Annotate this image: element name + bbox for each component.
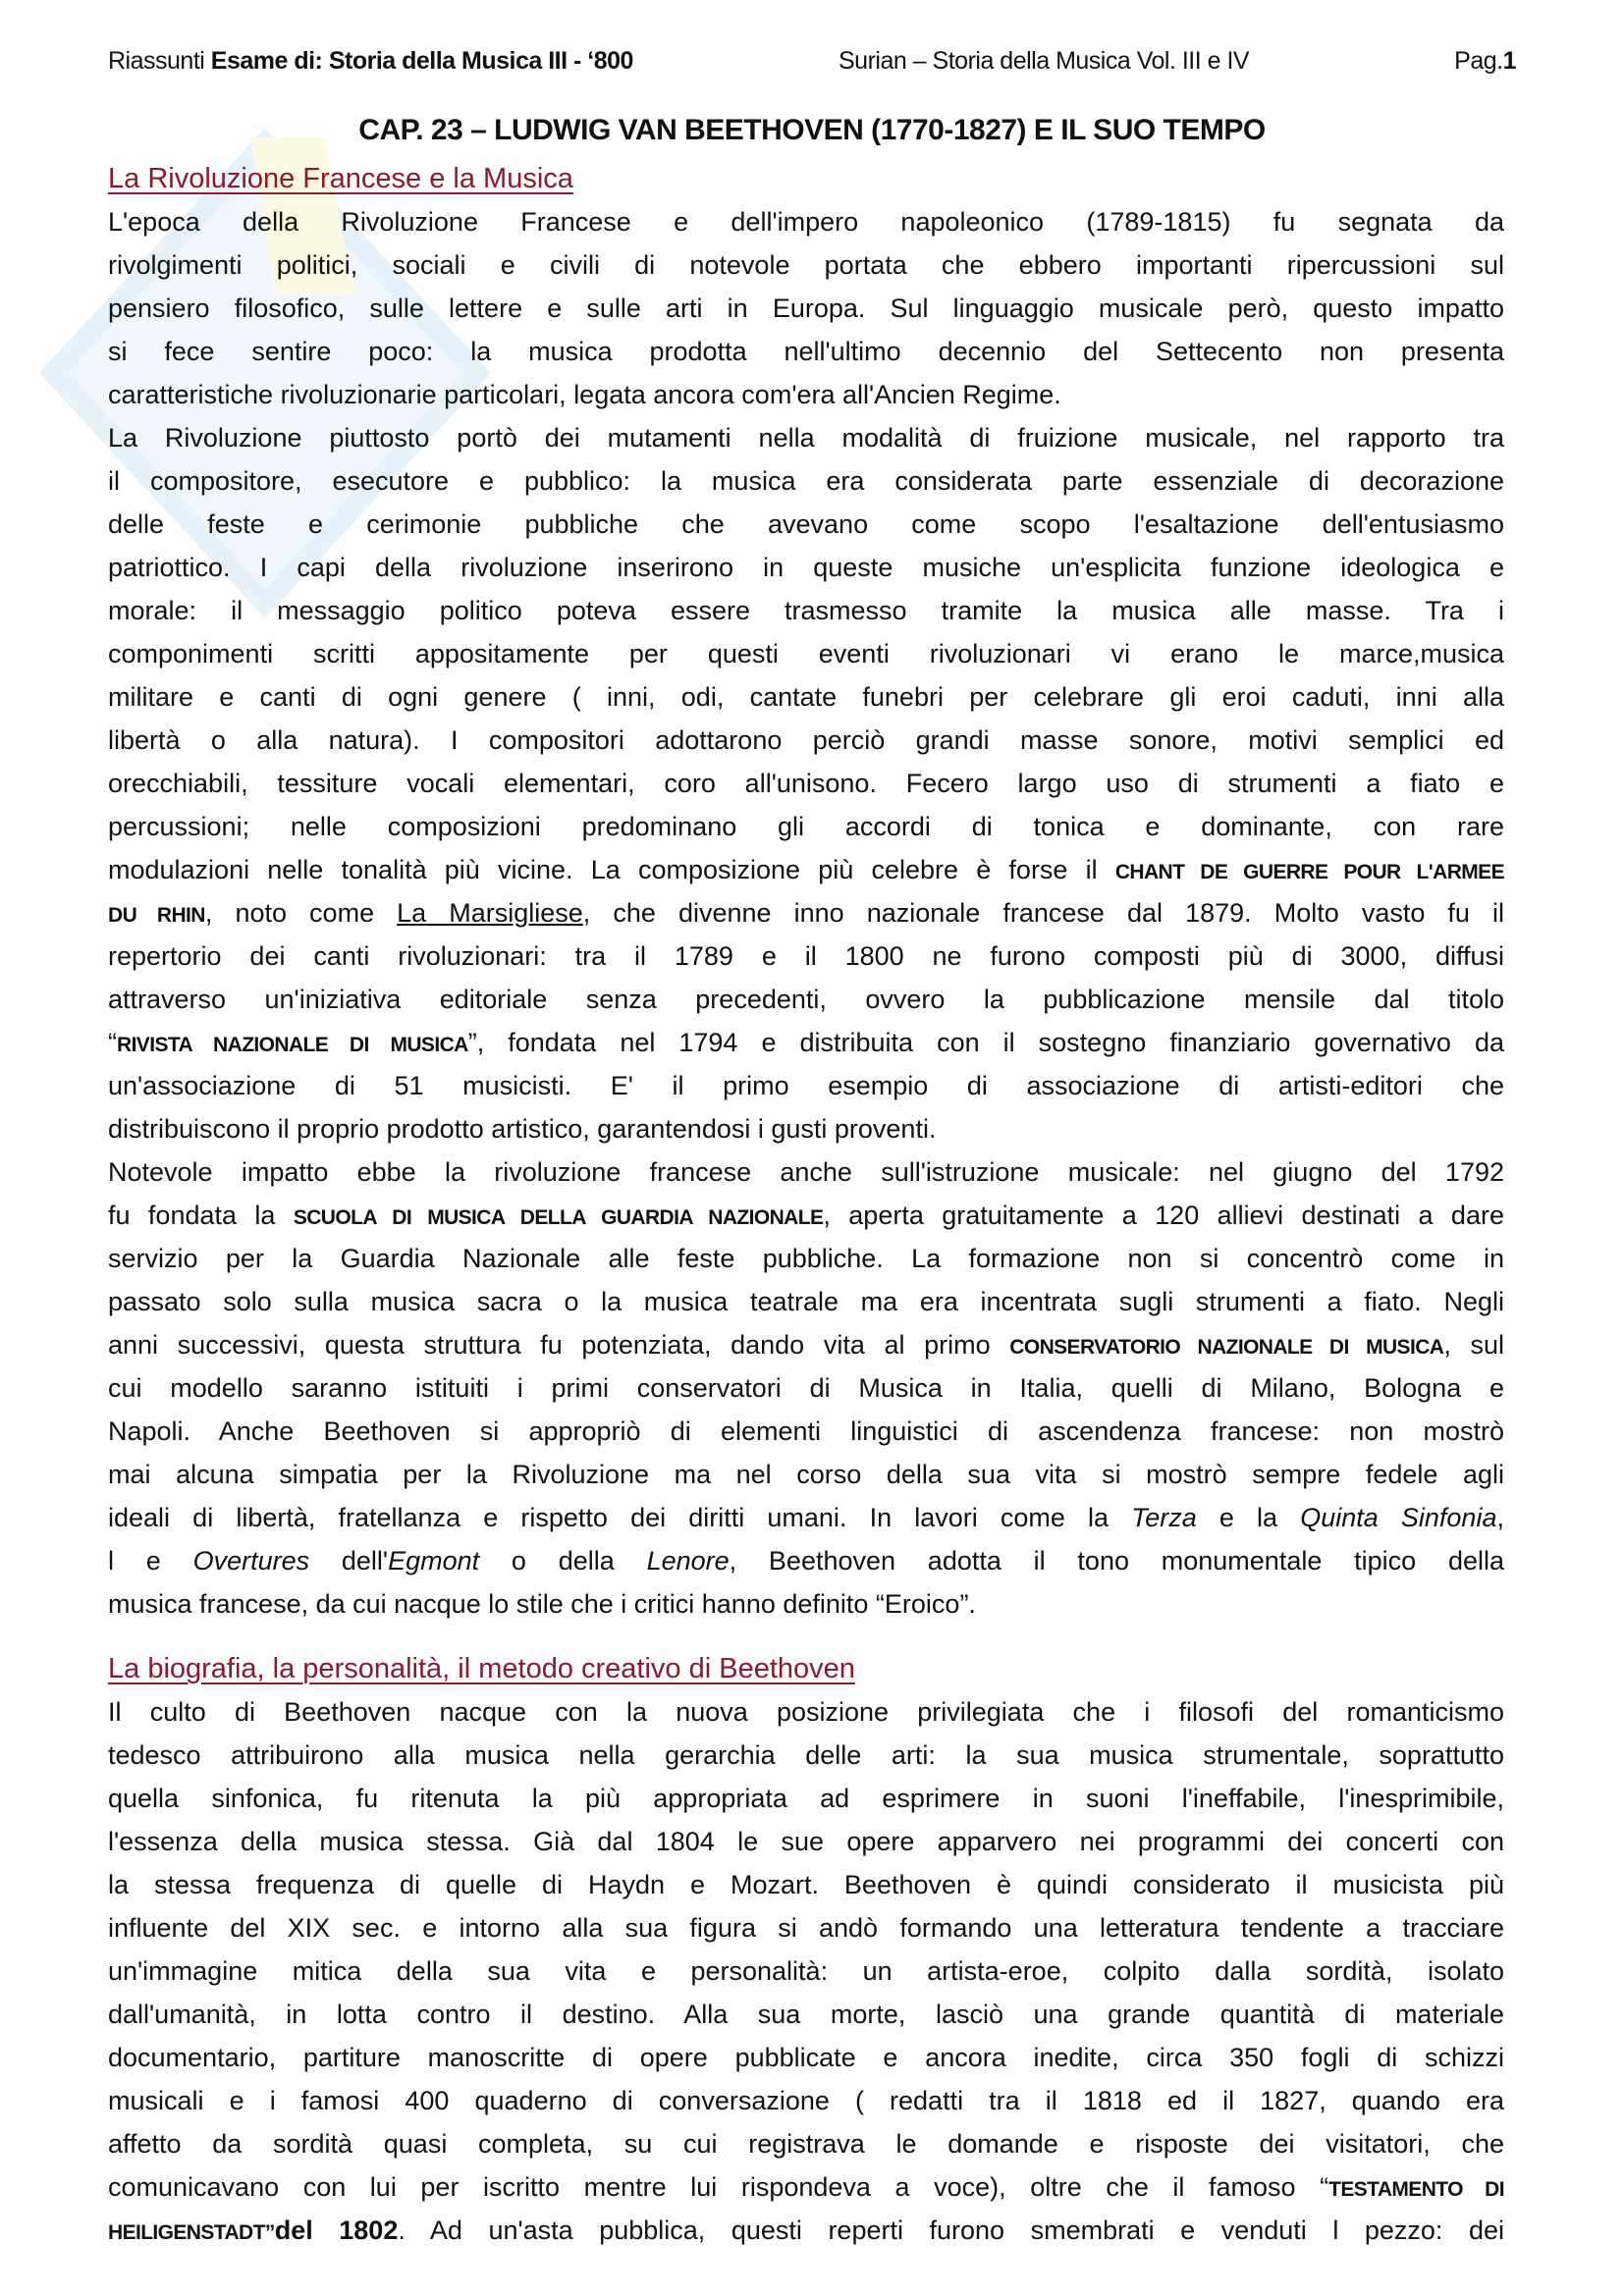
text-run: , sul: [1443, 1330, 1504, 1360]
text-run: componimenti scritti appositamente per questi eventi rivoluzionari vi erano le marce,musica: [108, 639, 1504, 668]
text-line: [108, 2079, 1504, 2122]
text-run: distribuiscono il proprio prodotto artistico, garantendosi i gusti proventi.: [108, 1114, 937, 1144]
text-line: [108, 1021, 1504, 1064]
paragraph: [108, 416, 1504, 1150]
text-line: [108, 459, 1504, 503]
text-line: [108, 1582, 1504, 1626]
text-line: [108, 1496, 1504, 1539]
text-line: [108, 330, 1504, 373]
text-line: [108, 373, 1504, 416]
text-run: libertà o alla natura). I compositori adottarono perciò grandi masse sonore, motivi semplici ed: [108, 725, 1504, 755]
text-line: [108, 1539, 1504, 1582]
text-line: [108, 1237, 1504, 1280]
text-line: [108, 546, 1504, 589]
text-run: delle feste e cerimonie pubbliche che avevano come scopo l'esaltazione dell'entusiasmo: [108, 509, 1504, 539]
text-run: un'immagine mitica della sua vita e personalità: un artista-eroe, colpito dalla sordità, isolato: [108, 1956, 1504, 1986]
text-run: mai alcuna simpatia per la Rivoluzione ma nel corso della sua vita si mostrò sempre fedele agli: [108, 1460, 1504, 1489]
page-label: Pag.: [1454, 47, 1503, 75]
text-run: l e: [108, 1546, 193, 1575]
text-run: La Rivoluzione piuttosto portò dei mutamenti nella modalità di fruizione musicale, nel rapporto tra: [108, 423, 1504, 453]
text-run: musica francese, da cui nacque lo stile che i critici hanno definito “Eroico”.: [108, 1589, 976, 1619]
text-run: ideali di libertà, fratellanza e rispetto dei diritti umani. In lavori come la: [108, 1503, 1132, 1532]
emphasized-title: HEILIGENSTADT”: [108, 2221, 275, 2244]
section-heading: La biografia, la personalità, il metodo creativo di Beethoven: [108, 1653, 855, 1684]
text-run: , noto come: [204, 898, 398, 928]
text-run: dall'umanità, in lotta contro il destino. Alla sua morte, lasciò una grande quantità di materiale: [108, 2000, 1504, 2029]
text-line: [108, 1453, 1504, 1496]
text-run: militare e canti di ogni genere ( inni, odi, cantate funebri per celebrare gli eroi caduti, inni alla: [108, 682, 1504, 712]
text-run: morale: il messaggio politico poteva essere trasmesso tramite la musica alle masse. Tra i: [108, 596, 1504, 625]
text-line: [108, 287, 1504, 330]
section-heading: La Rivoluzione Francese e la Musica: [108, 163, 573, 194]
text-run: Il culto di Beethoven nacque con la nuova posizione privilegiata che i filosofi del romanticismo: [108, 1697, 1504, 1727]
text-line: [108, 416, 1504, 459]
text-line: [108, 243, 1504, 287]
text-run: , Beethoven adotta il tono monumentale tipico della: [729, 1546, 1504, 1575]
emphasized-title: TESTAMENTO DI: [1328, 2178, 1504, 2201]
text-line: [108, 1107, 1504, 1150]
text-run: fu fondata la: [108, 1201, 294, 1230]
text-run: l'essenza della musica stessa. Già dal 1804 le sue opere apparvero nei programmi dei concerti con: [108, 1827, 1504, 1856]
text-run: musicali e i famosi 400 quaderno di conversazione ( redatti tra il 1818 ed il 1827, quando era: [108, 2086, 1504, 2115]
text-run: ”, fondata nel 1794 e distribuita con il sostegno finanziario governativo da: [467, 1028, 1504, 1057]
text-run: repertorio dei canti rivoluzionari: tra il 1789 e il 1800 ne furono composti più di 3000, diffusi: [108, 941, 1504, 971]
text-line: [108, 848, 1504, 891]
text-line: [108, 632, 1504, 675]
text-run: “: [108, 1028, 117, 1057]
italic-work-title: Egmont: [388, 1546, 480, 1575]
text-run: documentario, partiture manoscritte di opere pubblicate e ancora inedite, circa 350 fogli di schizzi: [108, 2043, 1504, 2072]
text-run: orecchiabili, tessiture vocali elementari, coro all'unisono. Fecero largo uso di strumenti a fiato e: [108, 769, 1504, 798]
text-run: passato solo sulla musica sacra o la musica teatrale ma era incentrata sugli strumenti a fiato. Negli: [108, 1287, 1504, 1316]
text-line: [108, 1280, 1504, 1323]
text-line: [108, 805, 1504, 848]
text-run: , aperta gratuitamente a 120 allievi destinati a dare: [823, 1201, 1504, 1230]
text-run: influente del XIX sec. e intorno alla sua figura si andò formando una letteratura tendente a tracciare: [108, 1913, 1504, 1943]
text-line: [108, 762, 1504, 805]
text-line: [108, 1777, 1504, 1820]
text-run: rivolgimenti politici, sociali e civili di notevole portata che ebbero importanti ripercussioni sul: [108, 250, 1504, 280]
page-header: [108, 47, 1516, 76]
text-run: Napoli. Anche Beethoven si appropriò di elementi linguistici di ascendenza francese: non mostrò: [108, 1416, 1504, 1446]
text-run: servizio per la Guardia Nazionale alle feste pubbliche. La formazione non si concentrò come in: [108, 1244, 1504, 1273]
text-line: [108, 2122, 1504, 2165]
paragraph: [108, 1690, 1504, 2252]
text-line: [108, 1820, 1504, 1863]
chapter-title: CAP. 23 – LUDWIG VAN BEETHOVEN (1770-1827) E IL SUO TEMPO: [358, 114, 1266, 146]
emphasized-title: SCUOLA DI MUSICA DELLA GUARDIA NAZIONALE: [293, 1206, 824, 1229]
text-run: pensiero filosofico, sulle lettere e sulle arti in Europa. Sul linguaggio musicale però, questo impatto: [108, 294, 1504, 323]
underlined-text: La Marsigliese: [397, 898, 583, 928]
header-prefix: Riassunti: [108, 47, 211, 75]
text-line: [108, 2209, 1504, 2252]
header-document-title: [108, 47, 633, 76]
text-line: [108, 1993, 1504, 2036]
italic-work-title: Quinta Sinfonia: [1300, 1503, 1497, 1532]
text-run: cui modello saranno istituiti i primi conservatori di Musica in Italia, quelli di Milano, Bologna e: [108, 1373, 1504, 1403]
text-run: si fece sentire poco: la musica prodotta nell'ultimo decennio del Settecento non presenta: [108, 337, 1504, 366]
italic-work-title: Lenore: [646, 1546, 730, 1575]
text-run: , che divenne inno nazionale francese dal 1879. Molto vasto fu il: [582, 898, 1504, 928]
text-line: [108, 200, 1504, 243]
emphasized-title: RIVISTA NAZIONALE DI MUSICA: [117, 1034, 468, 1056]
document-body: [108, 157, 1504, 2252]
text-run: L'epoca della Rivoluzione Francese e dell'impero napoleonico (1789-1815) fu segnata da: [108, 207, 1504, 237]
text-run: dell': [309, 1546, 389, 1575]
paragraph: [108, 1150, 1504, 1626]
emphasized-title: CHANT DE GUERRE POUR L'ARMEE: [1114, 861, 1504, 883]
text-line: [108, 1690, 1504, 1734]
text-line: [108, 1863, 1504, 1906]
text-run: tedesco attribuirono alla musica nella gerarchia delle arti: la sua musica strumentale, soprattutto: [108, 1740, 1504, 1770]
page-number-value: 1: [1502, 47, 1516, 75]
text-line: [108, 719, 1504, 762]
text-run: quella sinfonica, fu ritenuta la più appropriata ad esprimere in suoni l'ineffabile, l'inesprimibile,: [108, 1784, 1504, 1813]
text-run: un'associazione di 51 musicisti. E' il primo esempio di associazione di artisti-editori che: [108, 1071, 1504, 1100]
text-line: [108, 675, 1504, 719]
header-source: Surian – Storia della Musica Vol. III e IV: [838, 47, 1250, 75]
text-line: [108, 1410, 1504, 1453]
text-run: . Ad un'asta pubblica, questi reperti furono smembrati e venduti l pezzo: dei: [398, 2216, 1504, 2245]
text-run: ,: [1496, 1503, 1504, 1532]
text-line: [108, 978, 1504, 1021]
text-line: [108, 589, 1504, 632]
text-run: affetto da sordità quasi completa, su cui registrava le domande e risposte dei visitatori, che: [108, 2129, 1504, 2159]
text-line: [108, 1150, 1504, 1194]
text-run: il compositore, esecutore e pubblico: la musica era considerata parte essenziale di decorazione: [108, 466, 1504, 496]
text-line: [108, 934, 1504, 978]
text-line: [108, 503, 1504, 546]
emphasized-title: CONSERVATORIO NAZIONALE DI MUSICA: [1009, 1336, 1444, 1359]
bold-text: del 1802: [274, 2216, 399, 2245]
text-line: [108, 1949, 1504, 1993]
text-line: [108, 1323, 1504, 1366]
emphasized-title: DU RHIN: [108, 904, 205, 927]
text-run: e la: [1196, 1503, 1301, 1532]
text-run: attraverso un'iniziativa editoriale senza precedenti, ovvero la pubblicazione mensile dal titolo: [108, 985, 1504, 1014]
text-line: [108, 1734, 1504, 1777]
text-line: [108, 2165, 1504, 2209]
italic-work-title: Terza: [1131, 1503, 1197, 1532]
text-run: anni successivi, questa struttura fu potenziata, dando vita al primo: [108, 1330, 1010, 1360]
text-run: patriottico. I capi della rivoluzione inserirono in queste musiche un'esplicita funzione ideologica e: [108, 553, 1504, 582]
text-line: [108, 2036, 1504, 2079]
text-run: percussioni; nelle composizioni predominano gli accordi di tonica e dominante, con rare: [108, 812, 1504, 841]
text-run: Notevole impatto ebbe la rivoluzione francese anche sull'istruzione musicale: nel giugno del 1792: [108, 1157, 1504, 1187]
text-line: [108, 1906, 1504, 1949]
text-run: o della: [479, 1546, 647, 1575]
text-run: la stessa frequenza di quelle di Haydn e Mozart. Beethoven è quindi considerato il musicista più: [108, 1870, 1504, 1899]
italic-work-title: Overtures: [192, 1546, 310, 1575]
paragraph: [108, 200, 1504, 416]
text-line: [108, 891, 1504, 934]
text-line: [108, 1064, 1504, 1107]
text-run: modulazioni nelle tonalità più vicine. La composizione più celebre è forse il: [108, 855, 1115, 884]
text-run: comunicavano con lui per iscritto mentre lui rispondeva a voce), oltre che il famoso “: [108, 2172, 1329, 2202]
text-run: caratteristiche rivoluzionarie particolari, legata ancora com'era all'Ancien Regime.: [108, 380, 1061, 409]
text-line: [108, 1194, 1504, 1237]
page-number: [1454, 47, 1516, 76]
header-course: Esame di: Storia della Musica III - ‘800: [210, 47, 633, 75]
text-line: [108, 1366, 1504, 1410]
